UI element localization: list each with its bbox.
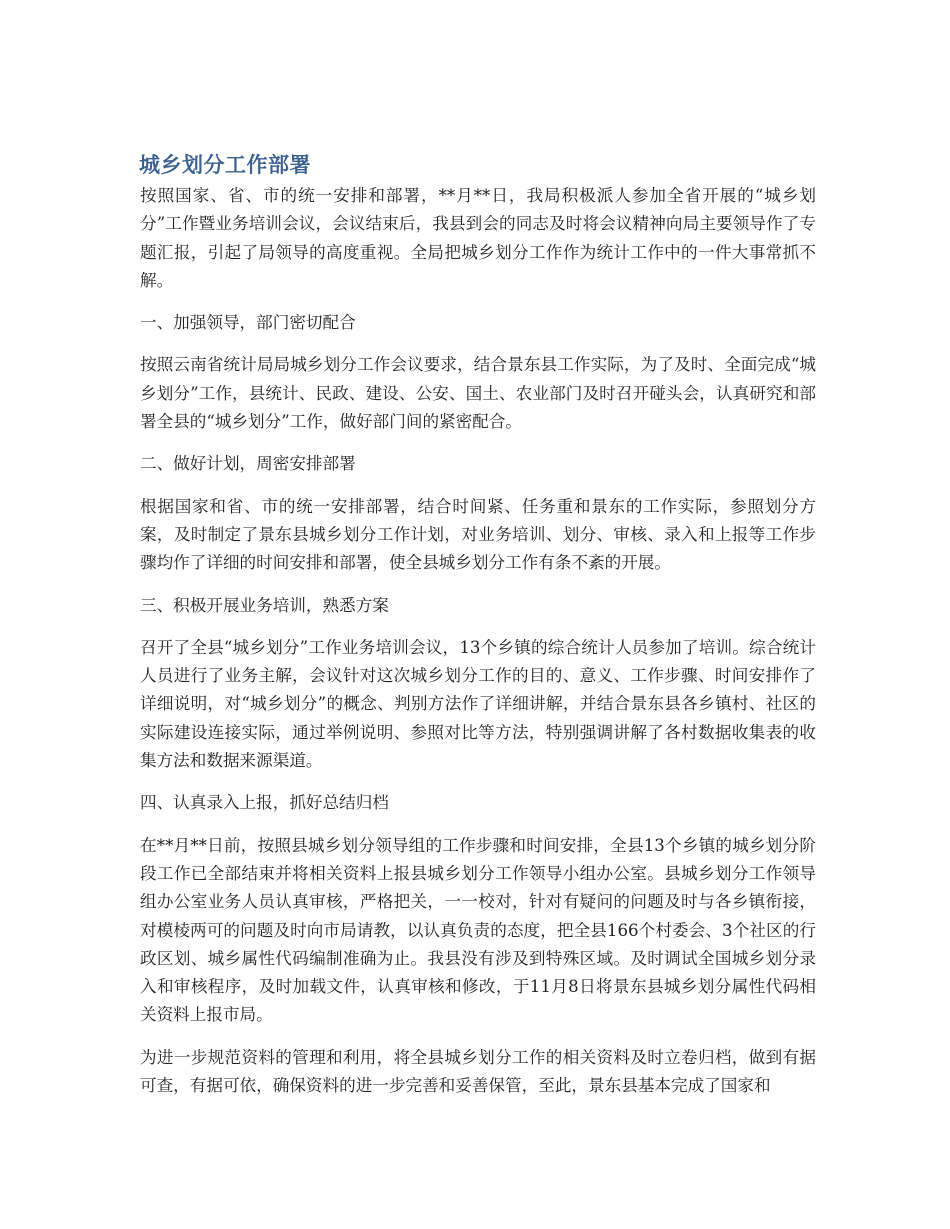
section-1-heading: 一、加强领导，部门密切配合 [140,313,356,333]
document-title: 城乡划分工作部署 [139,153,311,177]
section-4-paragraph: 在**月**日前，按照县城乡划分领导组的工作步骤和时间安排，全县13个乡镇的城乡划分阶段工作已全部结束并将相关资料上报县城乡划分工作领导小组办公室。县城乡划分工作领导组办公室业务人员认真审核，严格把关，一一校对，针对有疑问的问题及时与各乡镇衔接，对模棱两可的问题及时向市局请教，以认真负责的态度，把全县166个村委会、3个社区的行政区划、城乡属性代码编制准确为止。我县没有涉及到特殊区域。及时调试全国城乡划分录入和审核程序，及时加载文件，认真审核和修改，于11月8日将景东县城乡划分属性代码相关资料上报市局。 [140,835,816,1025]
closing-paragraph: 为进一步规范资料的管理和利用，将全县城乡划分工作的相关资料及时立卷归档，做到有据可查，有据可依，确保资料的进一步完善和妥善保管，至此，景东县基本完成了国家和 [140,1047,816,1096]
intro-paragraph: 按照国家、省、市的统一安排和部署，**月**日，我局积极派人参加全省开展的“城乡划分”工作暨业务培训会议，会议结束后，我县到会的同志及时将会议精神向局主要领导作了专题汇报，引起了局领导的高度重视。全局把城乡划分工作作为统计工作中的一件大事常抓不解。 [140,186,816,290]
section-3-paragraph: 召开了全县“城乡划分”工作业务培训会议，13个乡镇的综合统计人员参加了培训。综合统计人员进行了业务主解，会议针对这次城乡划分工作的目的、意义、工作步骤、时间安排作了详细说明，对“城乡划分”的概念、判别方法作了详细讲解，并结合景东县各乡镇村、社区的实际建设连接实际，通过举例说明、参照对比等方法，特别强调讲解了各村数据收集表的收集方法和数据来源渠道。 [140,637,816,771]
section-3-heading: 三、积极开展业务培训，熟悉方案 [140,595,389,615]
section-4-heading: 四、认真录入上报，抓好总结归档 [140,793,389,813]
section-2-heading: 二、做好计划，周密安排部署 [140,454,356,474]
section-2-paragraph: 根据国家和省、市的统一安排部署，结合时间紧、任务重和景东的工作实际，参照划分方案，及时制定了景东县城乡划分工作计划，对业务培训、划分、审核、录入和上报等工作步骤均作了详细的时间安排和部署，使全县城乡划分工作有条不紊的开展。 [140,496,816,573]
document-body [140,148,816,1114]
section-1-paragraph: 按照云南省统计局局城乡划分工作会议要求，结合景东县工作实际，为了及时、全面完成“城乡划分”工作，县统计、民政、建设、公安、国土、农业部门及时召开碰头会，认真研究和部署全县的“城乡划分”工作，做好部门间的紧密配合。 [140,355,816,432]
